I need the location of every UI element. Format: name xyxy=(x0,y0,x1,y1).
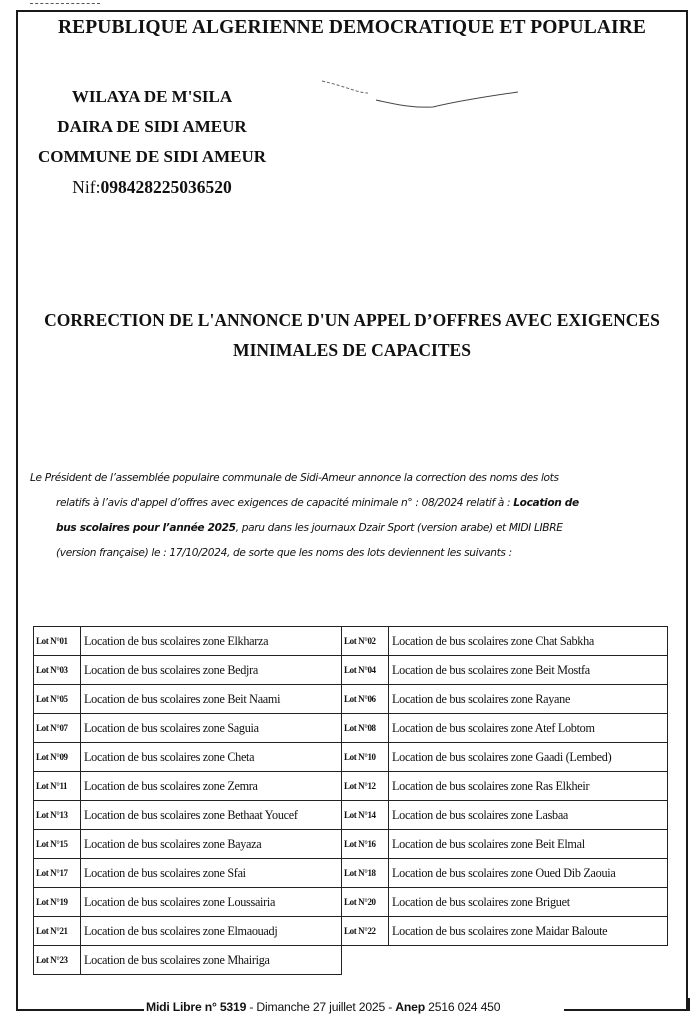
lot-number-cell: Lot N°14 xyxy=(342,801,389,830)
lot-number-cell: Lot N°05 xyxy=(34,685,81,714)
lot-description-cell: Location de bus scolaires zone Ras Elkheir xyxy=(389,772,668,801)
table-row xyxy=(34,714,668,743)
anep-label: Anep xyxy=(395,1000,425,1014)
lot-description-cell: Location de bus scolaires zone Mhairiga xyxy=(81,946,342,975)
notice-body-bold: Location de xyxy=(513,497,579,509)
commune-label: COMMUNE DE SIDI AMEUR xyxy=(37,147,267,166)
lot-number-cell: Lot N°10 xyxy=(342,743,389,772)
daira-label: DAIRA DE SIDI AMEUR xyxy=(57,117,247,136)
notice-body-line2 xyxy=(30,491,680,516)
nif-value: 098428225036520 xyxy=(100,177,232,197)
lot-number-cell: Lot N°03 xyxy=(34,656,81,685)
lot-number-cell: Lot N°01 xyxy=(34,627,81,656)
footer-rule xyxy=(16,1009,144,1011)
notice-title-line1: CORRECTION DE L'ANNONCE D'UN APPEL D’OFFRES AVEC EXIGENCES xyxy=(44,310,660,330)
table-row xyxy=(34,859,668,888)
footer-rule xyxy=(688,998,690,1010)
lot-description-cell: Location de bus scolaires zone Bethaat Youcef xyxy=(81,801,342,830)
table-row xyxy=(34,888,668,917)
lot-description-cell: Location de bus scolaires zone Briguet xyxy=(389,888,668,917)
lot-description-cell: Location de bus scolaires zone Saguia xyxy=(81,714,342,743)
notice-body xyxy=(30,466,680,566)
lot-description-cell: Location de bus scolaires zone Bedjra xyxy=(81,656,342,685)
table-row xyxy=(34,627,668,656)
table-row xyxy=(34,656,668,685)
lot-number-cell: Lot N°16 xyxy=(342,830,389,859)
lot-description-cell: Location de bus scolaires zone Maidar Baloute xyxy=(389,917,668,946)
notice-body-line3 xyxy=(30,516,680,541)
lot-number-cell: Lot N°18 xyxy=(342,859,389,888)
lot-number-cell: Lot N°17 xyxy=(34,859,81,888)
nif-line xyxy=(22,177,282,198)
notice-body-text: relatifs à l’avis d'appel d’offres avec exigences de capacité minimale n° : 08/2024 relatif à : xyxy=(56,497,514,509)
table-row xyxy=(34,801,668,830)
lot-description-cell: Location de bus scolaires zone Beit Naami xyxy=(81,685,342,714)
lot-number-cell: Lot N°06 xyxy=(342,685,389,714)
footer-text xyxy=(146,1000,500,1014)
lot-description-cell: Location de bus scolaires zone Cheta xyxy=(81,743,342,772)
empty-cell xyxy=(342,946,389,975)
table-row xyxy=(34,946,668,975)
table-row xyxy=(34,830,668,859)
footer-separator: - xyxy=(246,1000,257,1014)
lot-description-cell: Location de bus scolaires zone Lasbaa xyxy=(389,801,668,830)
nif-label: Nif: xyxy=(72,177,101,197)
lot-number-cell: Lot N°23 xyxy=(34,946,81,975)
publication-footer xyxy=(16,1000,690,1016)
lot-description-cell: Location de bus scolaires zone Zemra xyxy=(81,772,342,801)
lot-description-cell: Location de bus scolaires zone Gaadi (Lembed) xyxy=(389,743,668,772)
lot-number-cell: Lot N°19 xyxy=(34,888,81,917)
publication-name: Midi Libre n° 5319 xyxy=(146,1000,247,1014)
lot-description-cell: Location de bus scolaires zone Chat Sabkha xyxy=(389,627,668,656)
table-row xyxy=(34,917,668,946)
lot-number-cell: Lot N°20 xyxy=(342,888,389,917)
country-title: REPUBLIQUE ALGERIENNE DEMOCRATIQUE ET POPULAIRE xyxy=(58,17,646,38)
footer-separator: - xyxy=(385,1000,396,1014)
lot-number-cell: Lot N°07 xyxy=(34,714,81,743)
notice-body-line4: (version française) le : 17/10/2024, de sorte que les noms des lots deviennent les suivants : xyxy=(56,547,512,559)
lot-description-cell: Location de bus scolaires zone Loussairia xyxy=(81,888,342,917)
table-row xyxy=(34,685,668,714)
lot-description-cell: Location de bus scolaires zone Beit Elmal xyxy=(389,830,668,859)
lot-description-cell: Location de bus scolaires zone Bayaza xyxy=(81,830,342,859)
lot-description-cell: Location de bus scolaires zone Elmaouadj xyxy=(81,917,342,946)
scan-artifact xyxy=(30,3,100,6)
lot-number-cell: Lot N°09 xyxy=(34,743,81,772)
signature-scribble xyxy=(318,75,558,115)
lot-description-cell: Location de bus scolaires zone Oued Dib Zaouia xyxy=(389,859,668,888)
lot-number-cell: Lot N°04 xyxy=(342,656,389,685)
lot-description-cell: Location de bus scolaires zone Elkharza xyxy=(81,627,342,656)
anep-number: 2516 024 450 xyxy=(424,1000,501,1014)
lot-number-cell: Lot N°11 xyxy=(34,772,81,801)
lot-number-cell: Lot N°12 xyxy=(342,772,389,801)
publication-date: Dimanche 27 juillet 2025 xyxy=(256,1000,386,1014)
table-row xyxy=(34,743,668,772)
lot-description-cell: Location de bus scolaires zone Atef Lobtom xyxy=(389,714,668,743)
lot-number-cell: Lot N°21 xyxy=(34,917,81,946)
lots-table xyxy=(33,626,668,975)
lot-description-cell: Location de bus scolaires zone Sfai xyxy=(81,859,342,888)
notice-body-line1: Le Président de l’assemblée populaire communale de Sidi-Ameur annonce la correction des noms des lots xyxy=(30,472,559,484)
lot-number-cell: Lot N°15 xyxy=(34,830,81,859)
notice-body-bold: bus scolaires pour l’année 2025 xyxy=(56,522,236,534)
footer-rule xyxy=(564,1009,690,1011)
lot-number-cell: Lot N°08 xyxy=(342,714,389,743)
lot-description-cell: Location de bus scolaires zone Beit Mostfa xyxy=(389,656,668,685)
notice-body-text: , paru dans les journaux Dzair Sport (version arabe) et MIDI LIBRE xyxy=(235,522,563,534)
notice-title-line2: MINIMALES DE CAPACITES xyxy=(233,340,471,360)
lot-number-cell: Lot N°22 xyxy=(342,917,389,946)
lot-description-cell: Location de bus scolaires zone Rayane xyxy=(389,685,668,714)
lot-number-cell: Lot N°02 xyxy=(342,627,389,656)
wilaya-label: WILAYA DE M'SILA xyxy=(71,87,233,106)
table-row xyxy=(34,772,668,801)
lot-number-cell: Lot N°13 xyxy=(34,801,81,830)
empty-cell xyxy=(389,946,668,975)
